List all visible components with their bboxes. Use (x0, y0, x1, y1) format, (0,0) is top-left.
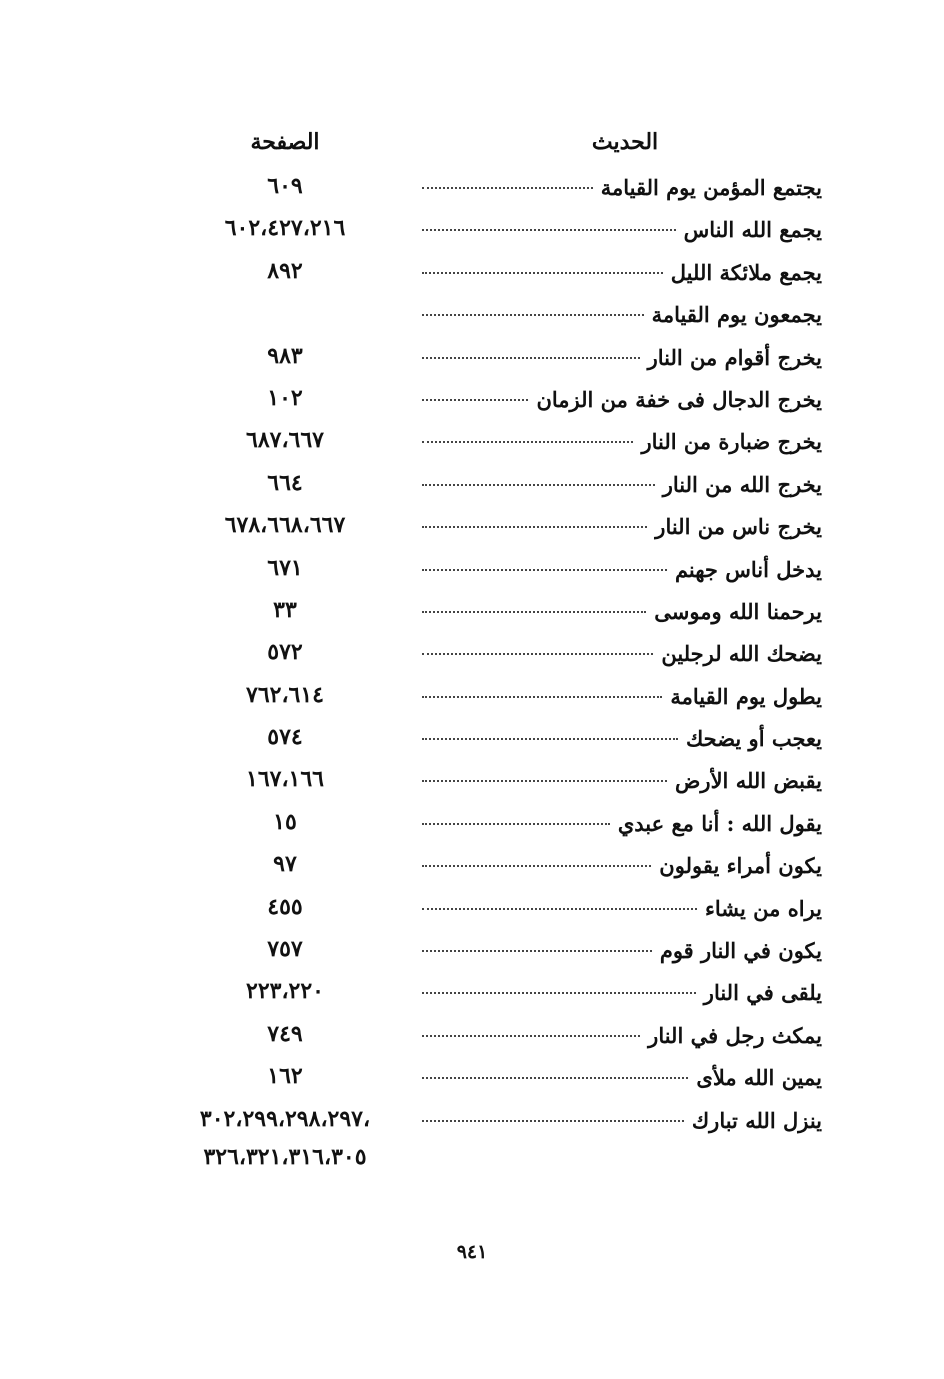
dot-leader (422, 441, 633, 443)
entry-pages: ٦٧٨،٦٦٨،٦٦٧ (224, 512, 346, 539)
dot-leader (422, 1120, 684, 1122)
entry-title-text: يخرج أقوام من النار (647, 344, 822, 370)
entry-title-text: يراه من يشاء (705, 895, 822, 921)
index-entry (150, 1101, 830, 1143)
entry-pages: ٩٧ (273, 851, 297, 878)
dot-leader (422, 314, 644, 316)
index-entry (150, 931, 830, 973)
entry-pages: ٦٠٢،٤٢٧،٢١٦ (224, 215, 346, 242)
entry-pages: ٣٣ (273, 596, 297, 623)
index-entry (150, 634, 830, 676)
entry-title (422, 640, 822, 668)
column-header-hadith: الحديث (591, 129, 659, 155)
entry-pages: ٥٧٤ (267, 724, 303, 751)
entry-title (422, 513, 822, 541)
index-entry (150, 804, 830, 846)
entry-title-text: يجمعون يوم القيامة (651, 302, 822, 328)
entry-title-text: ينزل الله تبارك (691, 1107, 822, 1133)
entry-title-text: يخرج ضبارة من النار (641, 429, 822, 455)
entry-title-text: يجمع ملائكة الليل (670, 259, 822, 285)
dot-leader (422, 653, 653, 655)
dot-leader (422, 738, 678, 740)
entry-pages: ٧٦٢،٦١٤ (246, 681, 324, 708)
dot-leader (422, 1035, 640, 1037)
column-header-page: الصفحة (250, 129, 320, 155)
entry-title (422, 259, 822, 287)
entry-title-text: يرحمنا الله وموسى (654, 598, 822, 624)
entry-pages: ٩٨٣ (267, 342, 303, 369)
entry-title (422, 1064, 822, 1092)
entry-title-text: يكون أمراء يقولون (659, 853, 822, 879)
index-entry (150, 1058, 830, 1100)
entry-title (422, 386, 822, 414)
entry-title (422, 1107, 822, 1135)
entry-pages: ٢٢٣،٢٢٠ (246, 978, 324, 1005)
index-entry (150, 761, 830, 803)
dot-leader (422, 1077, 688, 1079)
entry-title-text: يقبض الله الأرض (675, 768, 822, 794)
entry-title-text: يجتمع المؤمن يوم القيامة (600, 175, 822, 200)
index-entry (150, 592, 830, 634)
dot-leader (422, 696, 662, 698)
dot-leader (422, 611, 646, 613)
entry-title (422, 216, 822, 244)
entry-title (422, 174, 822, 202)
index-entries (150, 168, 830, 1143)
dot-leader (422, 950, 652, 952)
entry-title (422, 471, 822, 499)
entry-title-text: يلقى في النار (703, 980, 822, 1006)
entry-pages: ٤٥٥ (267, 893, 303, 920)
entry-pages: ٧٤٩ (267, 1020, 303, 1047)
entry-title-text: يكون في النار قوم (659, 938, 822, 964)
entry-pages: ٦٨٧،٦٦٧ (246, 427, 324, 454)
entry-title (422, 301, 822, 329)
entry-pages: ٦٠٩ (267, 173, 303, 199)
entry-title-text: يضحك الله لرجلين (661, 641, 822, 667)
index-entry (150, 422, 830, 464)
entry-title-text: يقول الله : أنا مع عبدي (617, 810, 822, 836)
entry-title-text: يمين الله ملأى (696, 1065, 822, 1091)
dot-leader (422, 908, 697, 910)
entry-title (422, 344, 822, 372)
entry-title-text: يخرج ناس من النار (655, 514, 822, 540)
index-entry (150, 550, 830, 592)
index-entry (150, 380, 830, 422)
dot-leader (422, 399, 528, 401)
entry-title (422, 979, 822, 1007)
entry-title (422, 895, 822, 923)
entry-pages: ٦٧١ (267, 554, 303, 581)
dot-leader (422, 484, 655, 486)
entry-title (422, 725, 822, 753)
entry-pages: ١٠٢ (267, 384, 303, 411)
page-number: ٩٤١ (456, 1241, 488, 1263)
entry-title (422, 767, 822, 795)
dot-leader (422, 865, 651, 867)
entry-pages: ٥٧٢ (267, 639, 303, 666)
dot-leader (422, 229, 676, 231)
entry-title-text: يطول يوم القيامة (670, 683, 822, 709)
entry-title-text: يخرج الدجال فى خفة من الزمان (536, 386, 822, 412)
index-entry (150, 719, 830, 761)
index-entry (150, 1016, 830, 1058)
dot-leader (422, 569, 667, 571)
entry-pages: ١٥ (273, 808, 297, 835)
dot-leader (422, 187, 593, 189)
index-entry (150, 507, 830, 549)
index-entry (150, 465, 830, 507)
entry-pages: ٨٩٢ (267, 257, 303, 284)
entry-title (422, 683, 822, 711)
entry-title (422, 810, 822, 838)
entry-title (422, 852, 822, 880)
entry-title-text: يجمع الله الناس (683, 217, 822, 243)
entry-title-text: يدخل أناس جهنم (674, 556, 822, 582)
entry-pages: ٦٦٤ (267, 469, 303, 496)
index-entry (150, 210, 830, 252)
entry-title (422, 1022, 822, 1050)
index-entry (150, 168, 830, 210)
entry-pages: ،٣٠٢،٢٩٩،٢٩٨،٢٩٧ (199, 1105, 371, 1132)
dot-leader (422, 992, 696, 994)
entry-title-text: يخرج الله من النار (662, 471, 822, 497)
index-entry (150, 846, 830, 888)
dot-leader (422, 823, 610, 825)
index-entry (150, 889, 830, 931)
dot-leader (422, 780, 667, 782)
entry-pages: ١٦٧،١٦٦ (246, 766, 324, 793)
dot-leader (422, 357, 640, 359)
entry-title (422, 556, 822, 584)
entry-title-text: يمكث رجل في النار (648, 1022, 822, 1048)
entry-title (422, 937, 822, 965)
index-entry (150, 338, 830, 380)
continuation-pages: ٣٢٦،٣٢١،٣١٦،٣٠٥ (203, 1144, 367, 1170)
entry-title-text: يعجب أو يضحك (685, 726, 822, 752)
index-entry (150, 295, 830, 337)
entry-pages: ٧٥٧ (267, 936, 303, 963)
dot-leader (422, 526, 647, 528)
entry-title (422, 598, 822, 626)
dot-leader (422, 272, 663, 274)
entry-pages: ١٦٢ (267, 1063, 303, 1090)
index-entry (150, 677, 830, 719)
entry-title (422, 428, 822, 456)
index-entry (150, 973, 830, 1015)
index-entry (150, 253, 830, 295)
